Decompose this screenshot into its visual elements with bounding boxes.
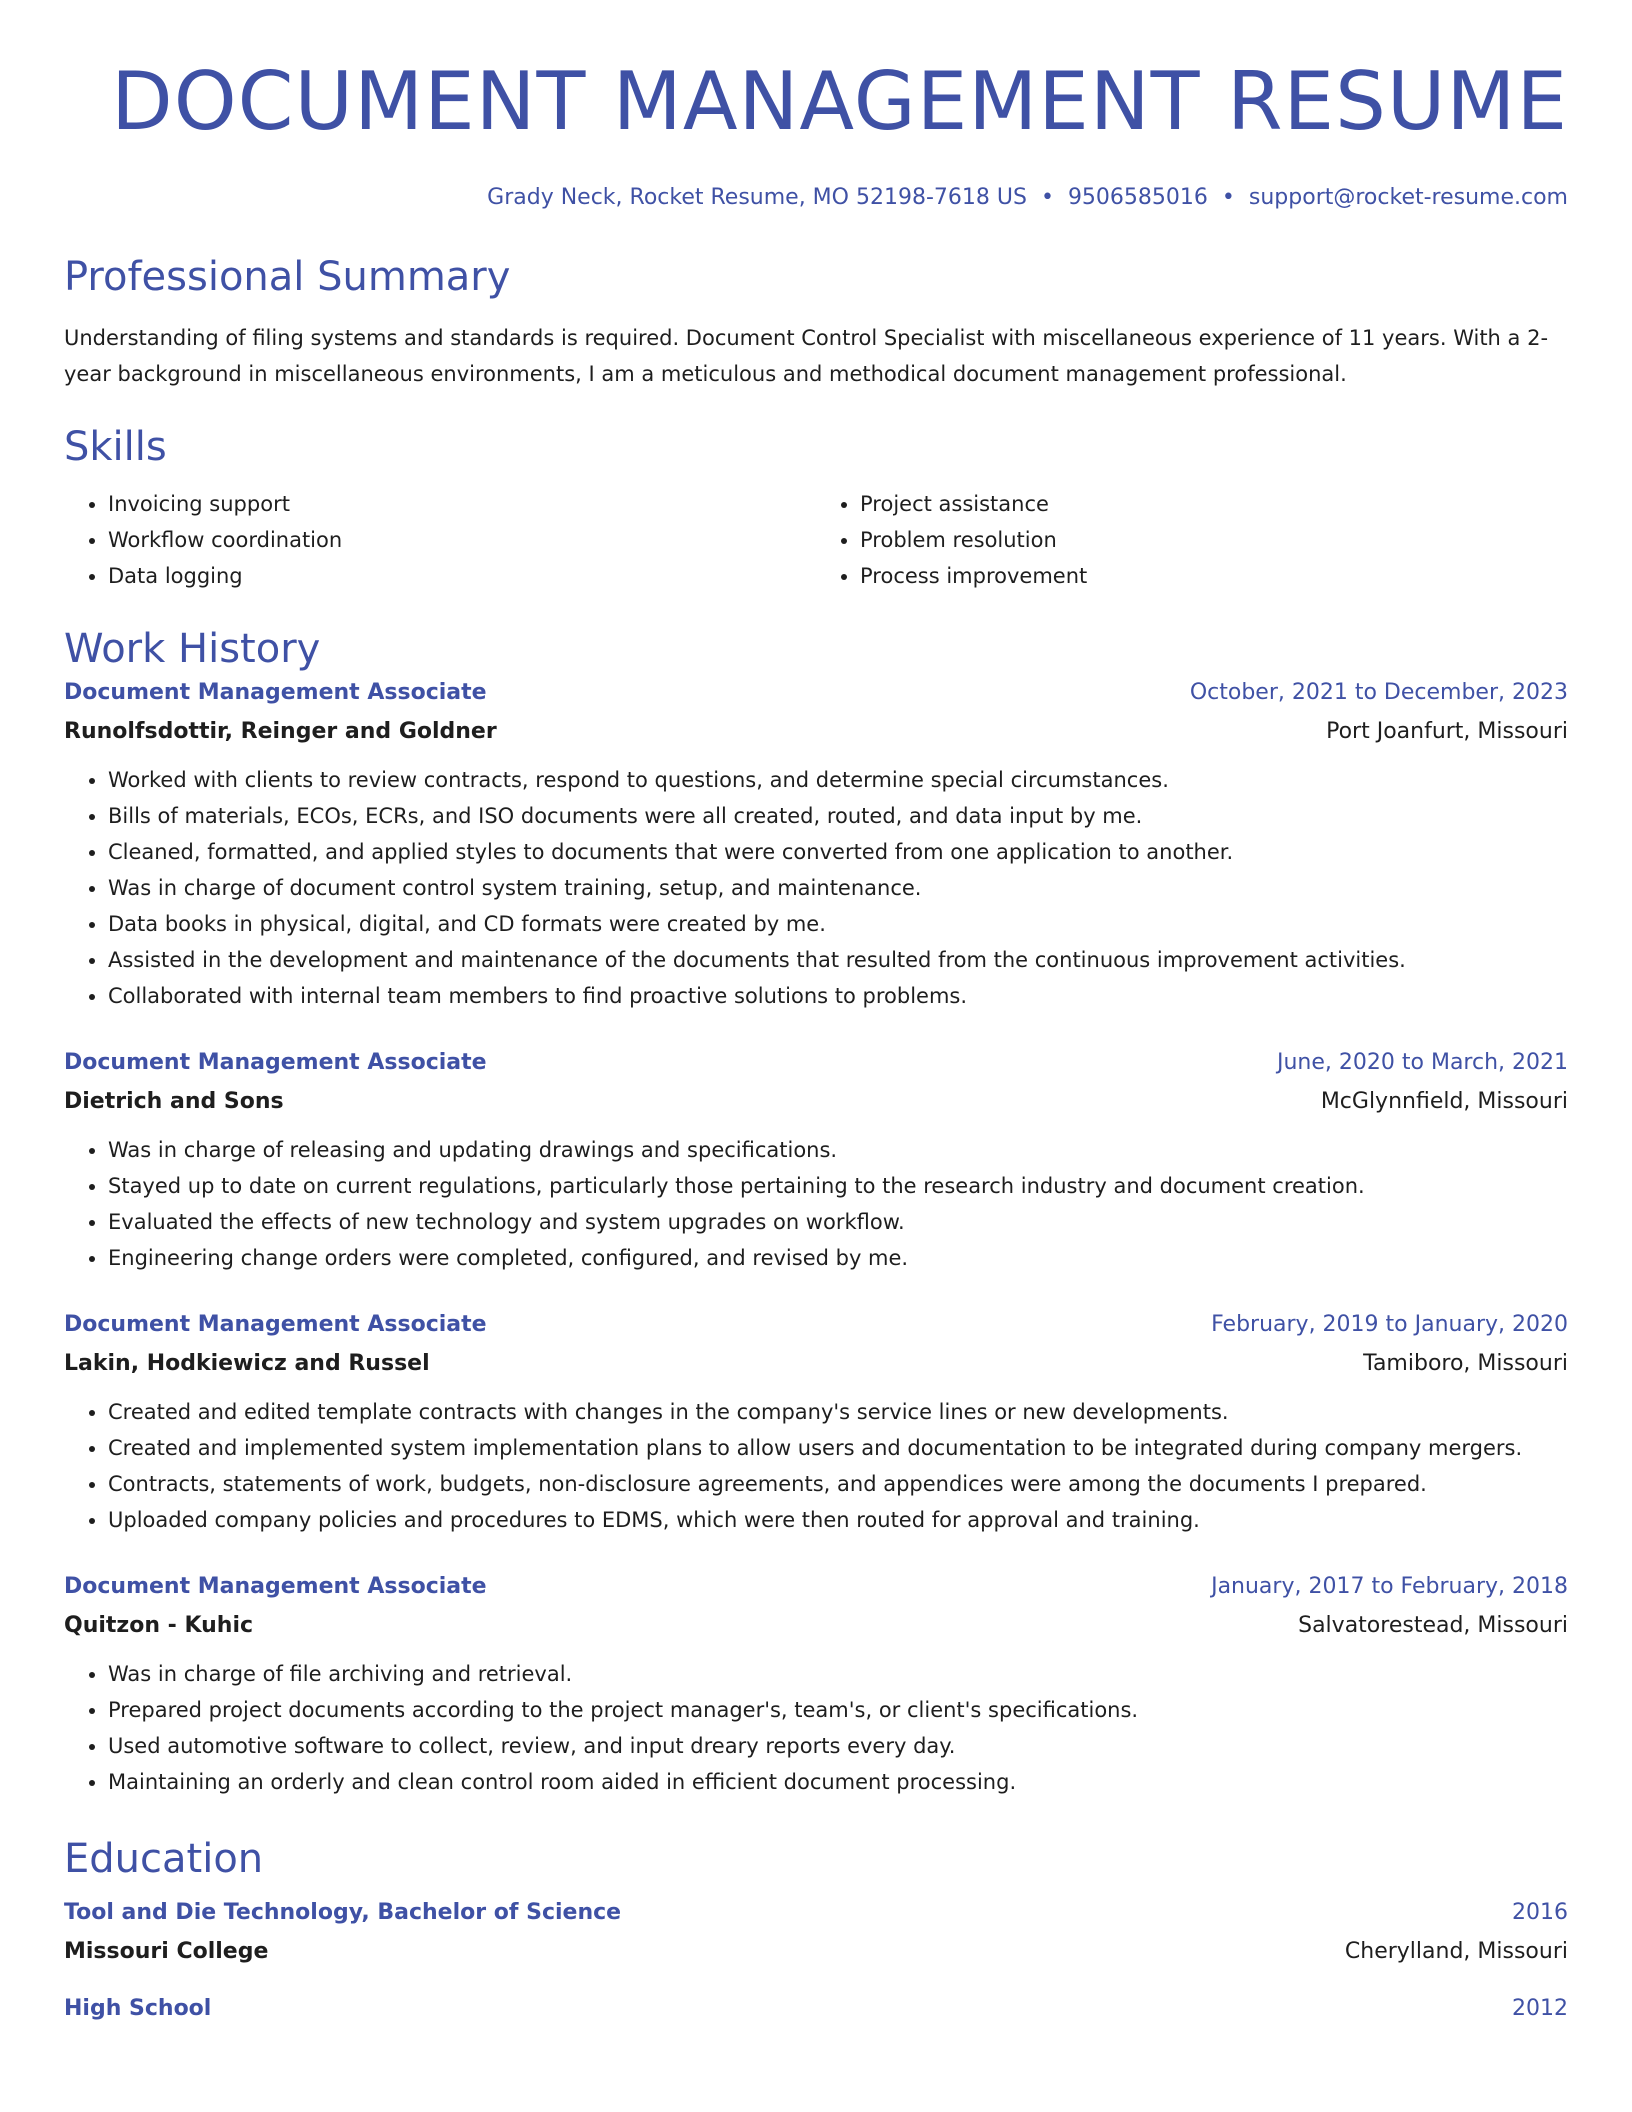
job-location: Tamiboro, Missouri: [1363, 1351, 1568, 1376]
job-location: Salvatorestead, Missouri: [1298, 1613, 1568, 1638]
education-location: Cherylland, Missouri: [1344, 1939, 1568, 1964]
job-bullet: • Assisted in the development and maintenance of the documents that resulted from the continuous improvement activities.: [108, 942, 1568, 978]
job-bullet: • Cleaned, formatted, and applied styles to documents that were converted from one application to another.: [108, 834, 1568, 870]
skill-item: • Project assistance: [860, 486, 1568, 522]
work-history-heading: Work History: [64, 626, 321, 672]
skills-column-left: [64, 486, 816, 594]
skills-list: [64, 486, 1568, 594]
job-bullet: • Created and edited template contracts with changes in the company's service lines or new developments.: [108, 1394, 1568, 1430]
job-bullet: • Bills of materials, ECOs, ECRs, and ISO documents were all created, routed, and data input by me.: [108, 798, 1568, 834]
job-dates: January, 2017 to February, 2018: [1211, 1574, 1568, 1599]
education-year: 2012: [1512, 1996, 1568, 2021]
resume-title: DOCUMENT MANAGEMENT RESUME: [111, 55, 1568, 148]
job-role: Document Management Associate: [64, 1574, 487, 1599]
job-bullet: • Uploaded company policies and procedures to EDMS, which were then routed for approval and training.: [108, 1502, 1568, 1538]
job-entry: [64, 674, 1568, 1014]
job-bullet: • Was in charge of releasing and updating drawings and specifications.: [108, 1132, 1568, 1168]
contact-separator: •: [1221, 185, 1235, 210]
job-dates: October, 2021 to December, 2023: [1189, 680, 1568, 705]
job-entry: [64, 1044, 1568, 1276]
job-bullet: • Worked with clients to review contracts, respond to questions, and determine special circumstances.: [108, 762, 1568, 798]
contact-email: support@rocket-resume.com: [1248, 185, 1568, 210]
job-bullet: • Was in charge of file archiving and retrieval.: [108, 1656, 1568, 1692]
contact-line: [64, 182, 1568, 214]
skill-item: • Process improvement: [860, 558, 1568, 594]
job-dates: February, 2019 to January, 2020: [1211, 1312, 1568, 1337]
job-location: Port Joanfurt, Missouri: [1326, 719, 1568, 744]
job-bullet: • Used automotive software to collect, review, and input dreary reports every day.: [108, 1728, 1568, 1764]
skill-item: • Invoicing support: [108, 486, 816, 522]
contact-phone: 9506585016: [1067, 185, 1208, 210]
job-bullet: • Engineering change orders were completed, configured, and revised by me.: [108, 1240, 1568, 1276]
skill-item: • Workflow coordination: [108, 522, 816, 558]
job-bullet: • Evaluated the effects of new technology and system upgrades on workflow.: [108, 1204, 1568, 1240]
job-bullet: • Data books in physical, digital, and CD formats were created by me.: [108, 906, 1568, 942]
job-bullets: [64, 1132, 1568, 1276]
job-bullets: [64, 762, 1568, 1014]
contact-address: Grady Neck, Rocket Resume, MO 52198-7618 US: [487, 185, 1027, 210]
skills-heading: Skills: [64, 424, 167, 470]
job-bullet: • Contracts, statements of work, budgets, non-disclosure agreements, and appendices were among the documents I prepared.: [108, 1466, 1568, 1502]
summary-text: Understanding of filing systems and standards is required. Document Control Specialist with miscellaneous experience of 11 years. With a 2-year background in miscellaneous environments, I am a meticulous and methodical document management professional.: [64, 326, 1549, 386]
education-degree: High School: [64, 1996, 212, 2021]
job-company: Runolfsdottir, Reinger and Goldner: [64, 719, 497, 744]
job-role: Document Management Associate: [64, 1312, 487, 1337]
education-school: Missouri College: [64, 1939, 269, 1964]
job-entry: [64, 1306, 1568, 1538]
job-bullet: • Was in charge of document control system training, setup, and maintenance.: [108, 870, 1568, 906]
skill-item: • Data logging: [108, 558, 816, 594]
summary-heading: Professional Summary: [64, 254, 511, 300]
job-location: McGlynnfield, Missouri: [1320, 1089, 1568, 1114]
job-entry: [64, 1568, 1568, 1800]
job-company: Dietrich and Sons: [64, 1089, 284, 1114]
skills-column-right: [816, 486, 1568, 594]
job-bullet: • Prepared project documents according to the project manager's, team's, or client's specifications.: [108, 1692, 1568, 1728]
job-dates: June, 2020 to March, 2021: [1277, 1050, 1568, 1075]
job-bullets: [64, 1394, 1568, 1538]
job-bullets: [64, 1656, 1568, 1800]
job-role: Document Management Associate: [64, 680, 487, 705]
education-entry: [64, 1990, 1568, 2028]
education-entry: [64, 1894, 1568, 1972]
job-company: Quitzon - Kuhic: [64, 1613, 254, 1638]
contact-separator: •: [1040, 185, 1054, 210]
job-bullet: • Collaborated with internal team members to find proactive solutions to problems.: [108, 978, 1568, 1014]
job-bullet: • Created and implemented system implementation plans to allow users and documentation to be integrated during company mergers.: [108, 1430, 1568, 1466]
job-bullet: • Stayed up to date on current regulations, particularly those pertaining to the research industry and document creation.: [108, 1168, 1568, 1204]
skill-item: • Problem resolution: [860, 522, 1568, 558]
education-degree: Tool and Die Technology, Bachelor of Science: [64, 1900, 622, 1925]
job-bullet: • Maintaining an orderly and clean control room aided in efficient document processing.: [108, 1764, 1568, 1800]
education-heading: Education: [64, 1836, 264, 1882]
job-company: Lakin, Hodkiewicz and Russel: [64, 1351, 430, 1376]
job-role: Document Management Associate: [64, 1050, 487, 1075]
education-year: 2016: [1512, 1900, 1568, 1925]
